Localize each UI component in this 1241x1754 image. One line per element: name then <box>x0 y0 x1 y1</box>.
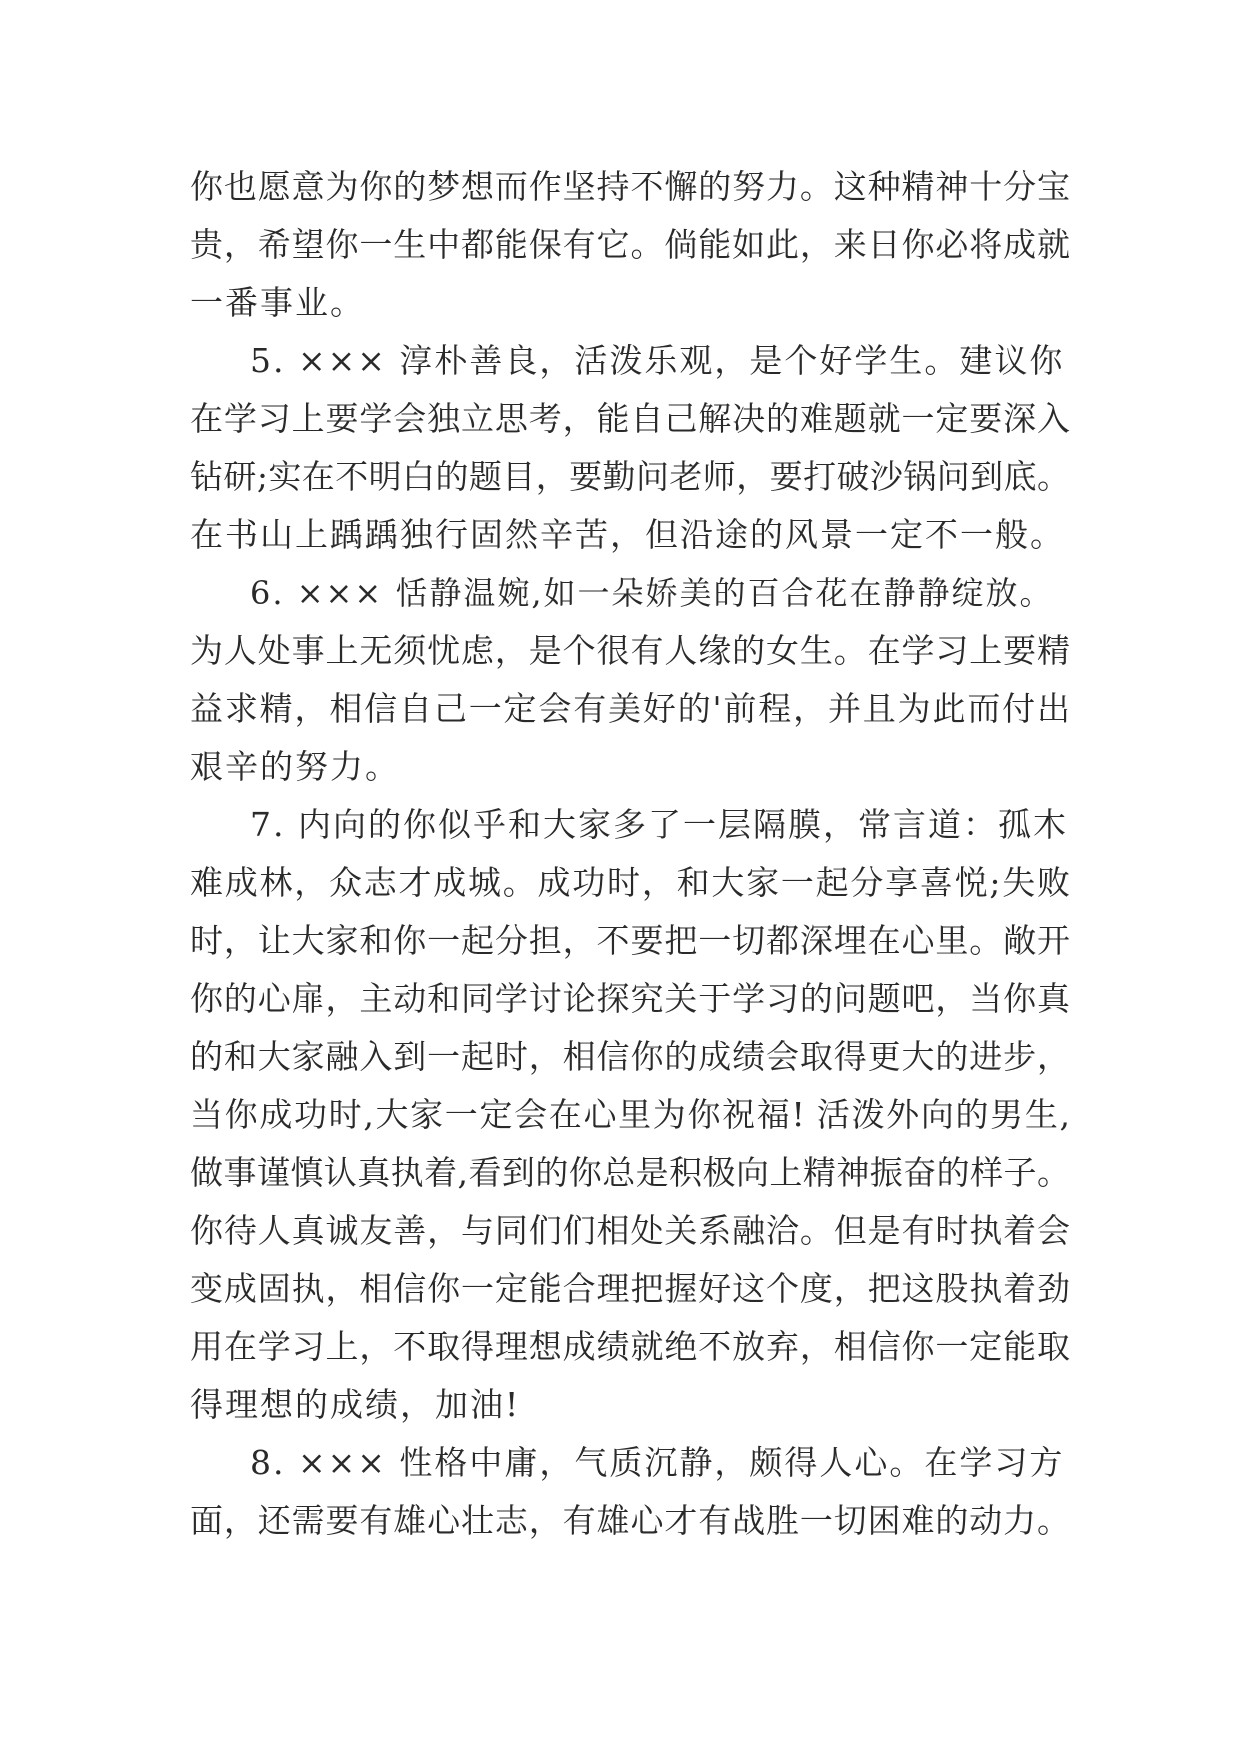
text-line: 艰辛的努力。 <box>190 747 400 786</box>
text-line: 在书山上踽踽独行固然辛苦，但沿途的风景一定不一般。 <box>190 515 1065 554</box>
text-line: 的和大家融入到一起时，相信你的成绩会取得更大的进步， <box>190 1037 1070 1076</box>
document-body <box>190 158 1070 1550</box>
text-line: 时，让大家和你一起分担，不要把一切都深埋在心里。敞开 <box>190 921 1070 960</box>
text-line: 一番事业。 <box>190 283 365 322</box>
text-line: 益求精，相信自己一定会有美好的'前程，并且为此而付出 <box>190 689 1070 728</box>
text-line: 在学习上要学会独立思考，能自己解决的难题就一定要深入 <box>190 399 1070 438</box>
comment-7-start: 7. 内向的你似乎和大家多了一层隔膜，常言道：孤木 <box>250 805 1068 844</box>
comment-6-start: 6. ××× 恬静温婉,如一朵娇美的百合花在静静绽放。 <box>250 574 1054 612</box>
text-line: 变成固执，相信你一定能合理把握好这个度，把这股执着劲 <box>190 1269 1070 1308</box>
text-line: 面，还需要有雄心壮志，有雄心才有战胜一切困难的动力。 <box>190 1501 1070 1540</box>
text-line: 贵，希望你一生中都能保有它。倘能如此，来日你必将成就 <box>190 225 1070 264</box>
text-line: 用在学习上，不取得理想成绩就绝不放弃，相信你一定能取 <box>190 1327 1070 1366</box>
text-line: 得理想的成绩，加油! <box>190 1385 521 1424</box>
comment-5-start: 5. ××× 淳朴善良，活泼乐观，是个好学生。建议你 <box>250 341 1065 380</box>
text-line: 你也愿意为你的梦想而作坚持不懈的努力。这种精神十分宝 <box>190 167 1070 206</box>
text-line: 做事谨慎认真执着,看到的你总是积极向上精神振奋的样子。 <box>190 1153 1070 1192</box>
text-line: 难成林，众志才成城。成功时，和大家一起分享喜悦;失败 <box>190 863 1070 902</box>
comment-8-start: 8. ××× 性格中庸，气质沉静，颇得人心。在学习方 <box>250 1443 1065 1482</box>
text-line: 当你成功时,大家一定会在心里为你祝福! 活泼外向的男生, <box>190 1095 1070 1134</box>
text-line: 你待人真诚友善，与同们们相处关系融洽。但是有时执着会 <box>190 1211 1070 1250</box>
text-line: 钻研;实在不明白的题目，要勤问老师，要打破沙锅问到底。 <box>190 457 1070 496</box>
text-line: 你的心扉，主动和同学讨论探究关于学习的问题吧，当你真 <box>190 979 1070 1018</box>
text-line: 为人处事上无须忧虑，是个很有人缘的女生。在学习上要精 <box>190 631 1070 670</box>
